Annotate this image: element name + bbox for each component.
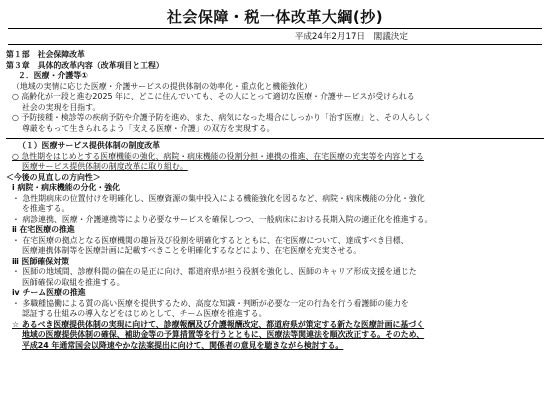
subsection-iv-heading: ⅳ チーム医療の推進 [12, 288, 86, 297]
goal-bullet-1: ○ 高齢化が一段と進む2025 年に、どこに住んでいても、その人にとって適切な医療・介護サービスが受けられる [12, 92, 415, 101]
subsection-iii-line: ・ 医師の地域間、診療科間の偏在の是正に向け、都道府県が担う役割を強化し、医師のキャリア形成支援を通じた [12, 267, 417, 276]
chapter-heading: 第３章 具体的改革内容（改革項目と工程） [6, 60, 164, 70]
conclusion-line: 平成24 年通常国会以降速やかな法案提出に向けて、関係者の意見を聴きながら検討する。 [22, 340, 344, 350]
header-divider [8, 44, 542, 45]
goal-bullet-2: ○ 予防接種・検診等の疾病予防や介護予防を進め、また、病気になった場合にしっかり「治す医療」と、その人らしく [12, 113, 432, 122]
item-heading: ２．医療・介護等① [18, 71, 88, 80]
subsection-ii-line: ・ 在宅医療の拠点となる医療機関の趣旨及び役割を明確化するとともに、在宅医療について、達成すべき目標、 [12, 235, 409, 245]
subsection-i-heading: ⅰ 病院・病床機能の分化・強化 [12, 183, 121, 192]
subsection-i-line: ・ 急性期病床の位置付けを明確化し、医療資源の集中投入による機能強化を図るなど、病院・病床機能の分化・強化 [12, 193, 425, 203]
subsection-iv-line: ・ 多職種協働による質の高い医療を提供するため、高度な知識・判断が必要な一定の行為を行う看護師の能力を [12, 298, 409, 308]
reform-section [6, 138, 544, 351]
goal-bullet-1-cont: 社会の実現を目指す。 [22, 102, 101, 112]
conclusion-line: ☆ あるべき医療提供体制の実現に向けて、診療報酬及び介護報酬改定、都道府県が策定する新たな医療計画に基づく [12, 319, 425, 329]
item-subtitle: （地域の実情に応じた医療・介護サービスの提供体制の効率化・重点化と機能強化） [12, 81, 312, 91]
decision-date: 平成24年2月17日 閣議決定 [294, 32, 408, 42]
section-heading: （１）医療サービス提供体制の制度改革 [18, 141, 161, 150]
document-body [6, 50, 544, 351]
subsection-i-line: ・ 病診連携、医療・介護連携等により必要なサービスを確保しつつ、一般病床における長期入院の適正化を推進する。 [12, 214, 433, 224]
goal-bullet-2-cont: 尊厳をもって生きられるよう「支える医療・介護」の双方を実現する。 [22, 123, 275, 133]
direction-heading: ＜今後の見直しの方向性＞ [6, 172, 101, 182]
reform-bullet-cont: 医療サービス提供体制の制度改革に取り組む。 [22, 162, 188, 171]
subsection-i-line: を推進する。 [22, 204, 70, 213]
subsection-ii-heading: ⅱ 在宅医療の推進 [12, 225, 75, 234]
conclusion-line: 地域の医療提供体制の確保、補助金等の予算措置等を行うとともに、医療法等関連法を順次改正する。そのため、 [22, 330, 425, 339]
page-title: 社会保障・税一体改革大綱(抄) [166, 8, 384, 26]
title-divider [8, 28, 542, 29]
part-heading: 第１部 社会保障改革 [6, 50, 85, 59]
subsection-iii-heading: ⅲ 医師確保対策 [12, 256, 69, 266]
subsection-iv-line: 認証する仕組みの導入などをはじめとして、チーム医療を推進する。 [22, 309, 267, 318]
reform-bullet: ○ 急性期をはじめとする医療機能の強化、病院・病床機能の役割分担・連携の推進、在宅医療の充実等を内容とする [12, 151, 424, 161]
subsection-iii-line: 医師確保の取組を推進する。 [22, 277, 125, 287]
subsection-ii-line: 医療連携体制等を医療計画に記載すべきことを明確化するなどにより、在宅医療を充実させる。 [22, 246, 362, 255]
